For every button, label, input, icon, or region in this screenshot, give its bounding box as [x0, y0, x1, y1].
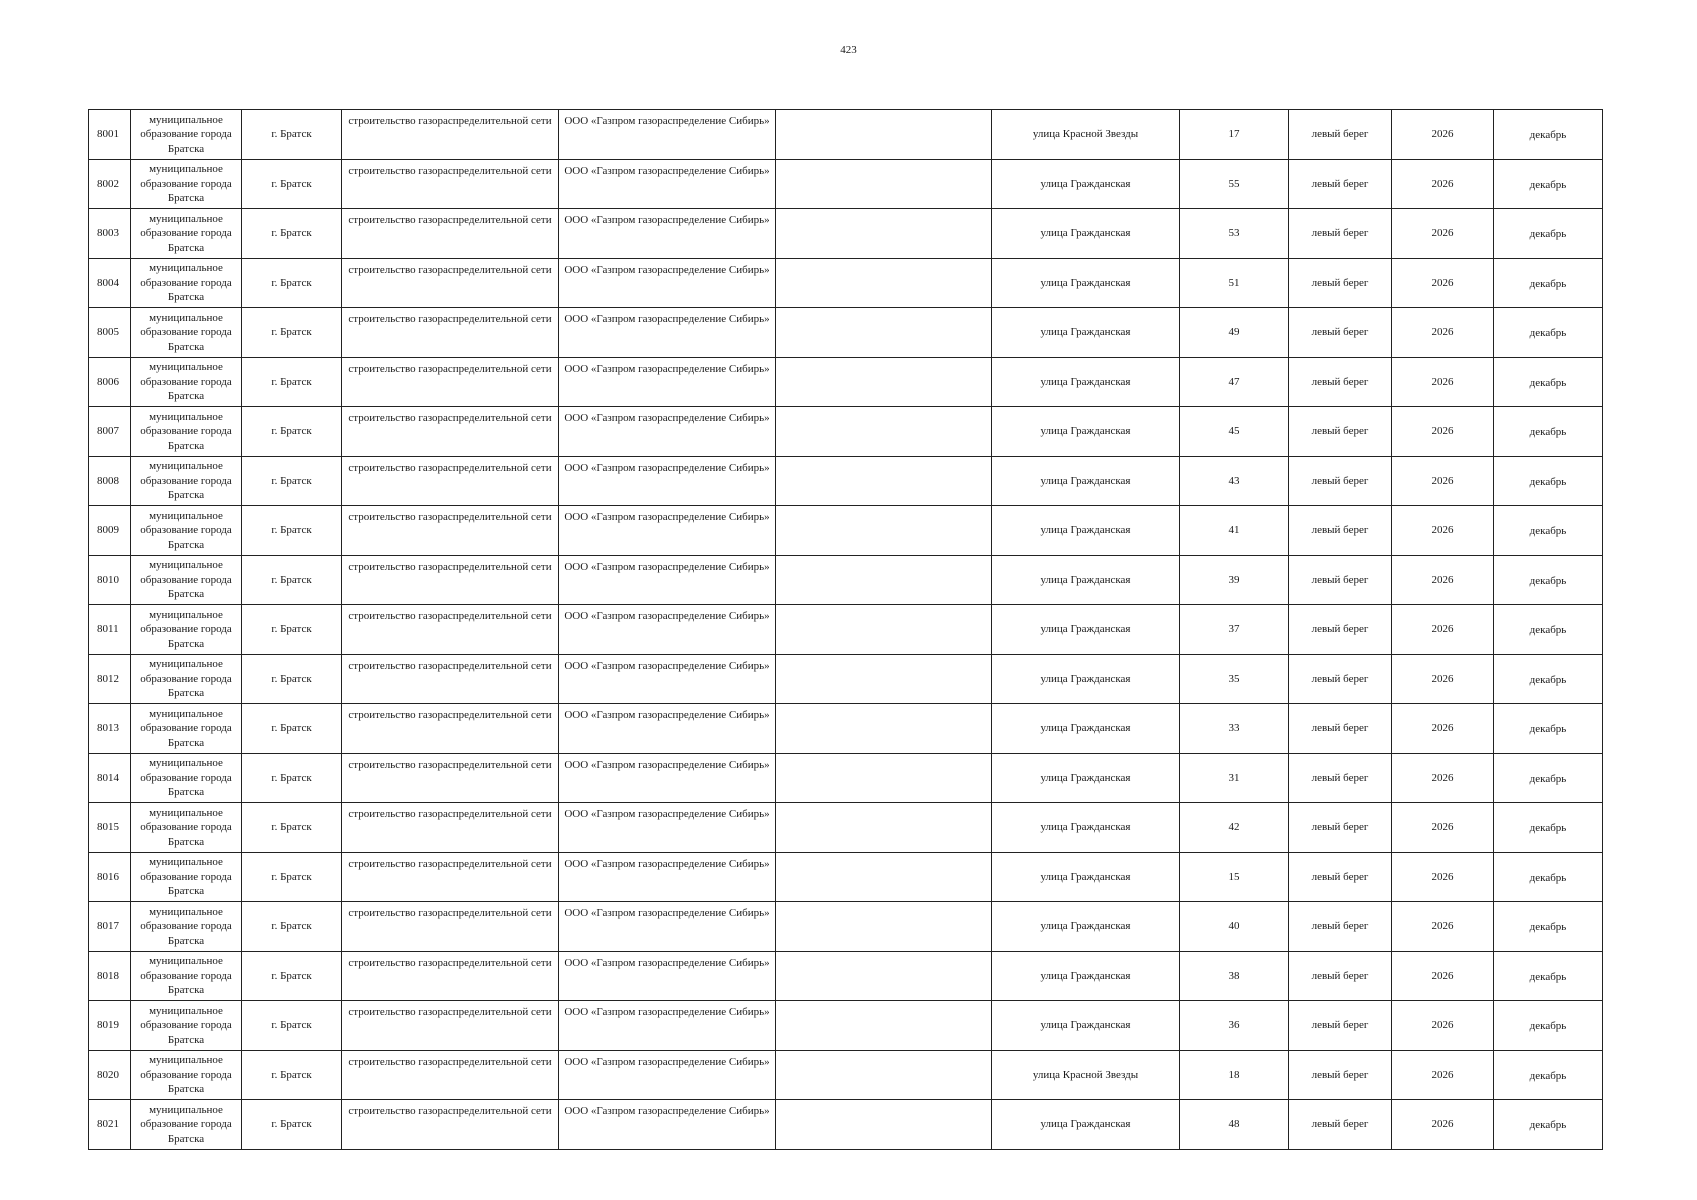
year-cell: 2026	[1392, 159, 1494, 209]
organization-cell: ООО «Газпром газораспределение Сибирь»	[559, 159, 776, 209]
organization-cell: ООО «Газпром газораспределение Сибирь»	[559, 654, 776, 704]
street-cell: улица Гражданская	[992, 456, 1180, 506]
month-cell: декабрь	[1494, 209, 1603, 259]
river-bank-cell: левый берег	[1289, 159, 1392, 209]
work-type-cell: строительство газораспределительной сети	[342, 308, 559, 358]
row-number-cell: 8008	[89, 456, 131, 506]
work-type-cell: строительство газораспределительной сети	[342, 209, 559, 259]
river-bank-cell: левый берег	[1289, 654, 1392, 704]
year-cell: 2026	[1392, 110, 1494, 160]
empty-cell	[776, 159, 992, 209]
organization-cell: ООО «Газпром газораспределение Сибирь»	[559, 1100, 776, 1150]
house-number-cell: 49	[1180, 308, 1289, 358]
street-cell: улица Гражданская	[992, 1001, 1180, 1051]
house-number-cell: 17	[1180, 110, 1289, 160]
empty-cell	[776, 654, 992, 704]
municipality-cell: муниципальное образование города Братска	[131, 803, 242, 853]
month-cell: декабрь	[1494, 704, 1603, 754]
month-cell: декабрь	[1494, 951, 1603, 1001]
year-cell: 2026	[1392, 506, 1494, 556]
municipality-cell: муниципальное образование города Братска	[131, 753, 242, 803]
work-type-cell: строительство газораспределительной сети	[342, 803, 559, 853]
row-number-cell: 8004	[89, 258, 131, 308]
settlement-cell: г. Братск	[242, 1050, 342, 1100]
year-cell: 2026	[1392, 1001, 1494, 1051]
work-type-cell: строительство газораспределительной сети	[342, 1100, 559, 1150]
municipality-cell: муниципальное образование города Братска	[131, 407, 242, 457]
month-cell: декабрь	[1494, 506, 1603, 556]
municipality-cell: муниципальное образование города Братска	[131, 456, 242, 506]
settlement-cell: г. Братск	[242, 308, 342, 358]
organization-cell: ООО «Газпром газораспределение Сибирь»	[559, 209, 776, 259]
month-cell: декабрь	[1494, 852, 1603, 902]
street-cell: улица Гражданская	[992, 357, 1180, 407]
empty-cell	[776, 1100, 992, 1150]
empty-cell	[776, 1001, 992, 1051]
municipality-cell: муниципальное образование города Братска	[131, 605, 242, 655]
work-type-cell: строительство газораспределительной сети	[342, 159, 559, 209]
settlement-cell: г. Братск	[242, 357, 342, 407]
work-type-cell: строительство газораспределительной сети	[342, 357, 559, 407]
empty-cell	[776, 407, 992, 457]
table-row	[89, 308, 1603, 358]
river-bank-cell: левый берег	[1289, 308, 1392, 358]
work-type-cell: строительство газораспределительной сети	[342, 1001, 559, 1051]
settlement-cell: г. Братск	[242, 407, 342, 457]
municipality-cell: муниципальное образование города Братска	[131, 902, 242, 952]
empty-cell	[776, 753, 992, 803]
row-number-cell: 8016	[89, 852, 131, 902]
municipality-cell: муниципальное образование города Братска	[131, 159, 242, 209]
house-number-cell: 51	[1180, 258, 1289, 308]
month-cell: декабрь	[1494, 753, 1603, 803]
street-cell: улица Гражданская	[992, 209, 1180, 259]
table-row	[89, 407, 1603, 457]
gasification-table	[88, 109, 1603, 1150]
year-cell: 2026	[1392, 555, 1494, 605]
work-type-cell: строительство газораспределительной сети	[342, 407, 559, 457]
organization-cell: ООО «Газпром газораспределение Сибирь»	[559, 357, 776, 407]
settlement-cell: г. Братск	[242, 456, 342, 506]
empty-cell	[776, 605, 992, 655]
street-cell: улица Красной Звезды	[992, 110, 1180, 160]
empty-cell	[776, 852, 992, 902]
municipality-cell: муниципальное образование города Братска	[131, 506, 242, 556]
month-cell: декабрь	[1494, 902, 1603, 952]
river-bank-cell: левый берег	[1289, 456, 1392, 506]
month-cell: декабрь	[1494, 605, 1603, 655]
empty-cell	[776, 902, 992, 952]
river-bank-cell: левый берег	[1289, 753, 1392, 803]
table-body	[89, 110, 1603, 1150]
row-number-cell: 8018	[89, 951, 131, 1001]
table-row	[89, 803, 1603, 853]
organization-cell: ООО «Газпром газораспределение Сибирь»	[559, 803, 776, 853]
empty-cell	[776, 803, 992, 853]
municipality-cell: муниципальное образование города Братска	[131, 654, 242, 704]
organization-cell: ООО «Газпром газораспределение Сибирь»	[559, 308, 776, 358]
work-type-cell: строительство газораспределительной сети	[342, 654, 559, 704]
month-cell: декабрь	[1494, 1050, 1603, 1100]
document-table-container	[88, 109, 1602, 1150]
table-row	[89, 159, 1603, 209]
organization-cell: ООО «Газпром газораспределение Сибирь»	[559, 258, 776, 308]
organization-cell: ООО «Газпром газораспределение Сибирь»	[559, 555, 776, 605]
table-row	[89, 902, 1603, 952]
year-cell: 2026	[1392, 605, 1494, 655]
street-cell: улица Гражданская	[992, 803, 1180, 853]
house-number-cell: 45	[1180, 407, 1289, 457]
table-row	[89, 1001, 1603, 1051]
table-row	[89, 258, 1603, 308]
river-bank-cell: левый берег	[1289, 605, 1392, 655]
month-cell: декабрь	[1494, 357, 1603, 407]
street-cell: улица Гражданская	[992, 852, 1180, 902]
river-bank-cell: левый берег	[1289, 555, 1392, 605]
month-cell: декабрь	[1494, 1001, 1603, 1051]
organization-cell: ООО «Газпром газораспределение Сибирь»	[559, 110, 776, 160]
municipality-cell: муниципальное образование города Братска	[131, 852, 242, 902]
row-number-cell: 8003	[89, 209, 131, 259]
river-bank-cell: левый берег	[1289, 1100, 1392, 1150]
row-number-cell: 8015	[89, 803, 131, 853]
year-cell: 2026	[1392, 308, 1494, 358]
row-number-cell: 8017	[89, 902, 131, 952]
house-number-cell: 33	[1180, 704, 1289, 754]
organization-cell: ООО «Газпром газораспределение Сибирь»	[559, 852, 776, 902]
row-number-cell: 8007	[89, 407, 131, 457]
empty-cell	[776, 704, 992, 754]
house-number-cell: 39	[1180, 555, 1289, 605]
river-bank-cell: левый берег	[1289, 704, 1392, 754]
empty-cell	[776, 555, 992, 605]
month-cell: декабрь	[1494, 555, 1603, 605]
table-row	[89, 357, 1603, 407]
year-cell: 2026	[1392, 258, 1494, 308]
municipality-cell: муниципальное образование города Братска	[131, 555, 242, 605]
settlement-cell: г. Братск	[242, 753, 342, 803]
year-cell: 2026	[1392, 803, 1494, 853]
table-row	[89, 1050, 1603, 1100]
municipality-cell: муниципальное образование города Братска	[131, 951, 242, 1001]
empty-cell	[776, 456, 992, 506]
settlement-cell: г. Братск	[242, 902, 342, 952]
year-cell: 2026	[1392, 753, 1494, 803]
year-cell: 2026	[1392, 357, 1494, 407]
settlement-cell: г. Братск	[242, 159, 342, 209]
year-cell: 2026	[1392, 1050, 1494, 1100]
river-bank-cell: левый берег	[1289, 209, 1392, 259]
year-cell: 2026	[1392, 902, 1494, 952]
settlement-cell: г. Братск	[242, 258, 342, 308]
organization-cell: ООО «Газпром газораспределение Сибирь»	[559, 456, 776, 506]
empty-cell	[776, 1050, 992, 1100]
street-cell: улица Гражданская	[992, 258, 1180, 308]
month-cell: декабрь	[1494, 456, 1603, 506]
river-bank-cell: левый берег	[1289, 951, 1392, 1001]
empty-cell	[776, 951, 992, 1001]
settlement-cell: г. Братск	[242, 605, 342, 655]
month-cell: декабрь	[1494, 258, 1603, 308]
house-number-cell: 38	[1180, 951, 1289, 1001]
table-row	[89, 654, 1603, 704]
street-cell: улица Гражданская	[992, 407, 1180, 457]
empty-cell	[776, 110, 992, 160]
river-bank-cell: левый берег	[1289, 803, 1392, 853]
river-bank-cell: левый берег	[1289, 902, 1392, 952]
house-number-cell: 55	[1180, 159, 1289, 209]
street-cell: улица Гражданская	[992, 1100, 1180, 1150]
month-cell: декабрь	[1494, 654, 1603, 704]
river-bank-cell: левый берег	[1289, 852, 1392, 902]
river-bank-cell: левый берег	[1289, 1050, 1392, 1100]
table-row	[89, 506, 1603, 556]
table-row	[89, 605, 1603, 655]
municipality-cell: муниципальное образование города Братска	[131, 258, 242, 308]
year-cell: 2026	[1392, 654, 1494, 704]
settlement-cell: г. Братск	[242, 506, 342, 556]
settlement-cell: г. Братск	[242, 1100, 342, 1150]
house-number-cell: 18	[1180, 1050, 1289, 1100]
house-number-cell: 47	[1180, 357, 1289, 407]
table-row	[89, 852, 1603, 902]
street-cell: улица Гражданская	[992, 902, 1180, 952]
table-row	[89, 704, 1603, 754]
table-row	[89, 1100, 1603, 1150]
house-number-cell: 31	[1180, 753, 1289, 803]
table-row	[89, 951, 1603, 1001]
row-number-cell: 8011	[89, 605, 131, 655]
house-number-cell: 43	[1180, 456, 1289, 506]
month-cell: декабрь	[1494, 803, 1603, 853]
settlement-cell: г. Братск	[242, 110, 342, 160]
work-type-cell: строительство газораспределительной сети	[342, 110, 559, 160]
municipality-cell: муниципальное образование города Братска	[131, 1001, 242, 1051]
street-cell: улица Гражданская	[992, 159, 1180, 209]
settlement-cell: г. Братск	[242, 1001, 342, 1051]
river-bank-cell: левый берег	[1289, 407, 1392, 457]
municipality-cell: муниципальное образование города Братска	[131, 209, 242, 259]
month-cell: декабрь	[1494, 110, 1603, 160]
year-cell: 2026	[1392, 209, 1494, 259]
house-number-cell: 35	[1180, 654, 1289, 704]
work-type-cell: строительство газораспределительной сети	[342, 753, 559, 803]
row-number-cell: 8009	[89, 506, 131, 556]
organization-cell: ООО «Газпром газораспределение Сибирь»	[559, 704, 776, 754]
work-type-cell: строительство газораспределительной сети	[342, 1050, 559, 1100]
organization-cell: ООО «Газпром газораспределение Сибирь»	[559, 407, 776, 457]
street-cell: улица Гражданская	[992, 308, 1180, 358]
municipality-cell: муниципальное образование города Братска	[131, 357, 242, 407]
month-cell: декабрь	[1494, 308, 1603, 358]
municipality-cell: муниципальное образование города Братска	[131, 1100, 242, 1150]
street-cell: улица Гражданская	[992, 555, 1180, 605]
year-cell: 2026	[1392, 407, 1494, 457]
row-number-cell: 8005	[89, 308, 131, 358]
organization-cell: ООО «Газпром газораспределение Сибирь»	[559, 1001, 776, 1051]
settlement-cell: г. Братск	[242, 704, 342, 754]
year-cell: 2026	[1392, 852, 1494, 902]
table-row	[89, 456, 1603, 506]
empty-cell	[776, 506, 992, 556]
organization-cell: ООО «Газпром газораспределение Сибирь»	[559, 506, 776, 556]
work-type-cell: строительство газораспределительной сети	[342, 258, 559, 308]
year-cell: 2026	[1392, 1100, 1494, 1150]
empty-cell	[776, 357, 992, 407]
river-bank-cell: левый берег	[1289, 110, 1392, 160]
row-number-cell: 8010	[89, 555, 131, 605]
settlement-cell: г. Братск	[242, 555, 342, 605]
table-row	[89, 209, 1603, 259]
year-cell: 2026	[1392, 704, 1494, 754]
organization-cell: ООО «Газпром газораспределение Сибирь»	[559, 605, 776, 655]
row-number-cell: 8020	[89, 1050, 131, 1100]
house-number-cell: 41	[1180, 506, 1289, 556]
settlement-cell: г. Братск	[242, 803, 342, 853]
month-cell: декабрь	[1494, 159, 1603, 209]
organization-cell: ООО «Газпром газораспределение Сибирь»	[559, 753, 776, 803]
house-number-cell: 42	[1180, 803, 1289, 853]
work-type-cell: строительство газораспределительной сети	[342, 902, 559, 952]
street-cell: улица Гражданская	[992, 654, 1180, 704]
river-bank-cell: левый берег	[1289, 258, 1392, 308]
river-bank-cell: левый берег	[1289, 1001, 1392, 1051]
street-cell: улица Гражданская	[992, 704, 1180, 754]
organization-cell: ООО «Газпром газораспределение Сибирь»	[559, 1050, 776, 1100]
row-number-cell: 8013	[89, 704, 131, 754]
house-number-cell: 48	[1180, 1100, 1289, 1150]
street-cell: улица Гражданская	[992, 753, 1180, 803]
street-cell: улица Гражданская	[992, 605, 1180, 655]
settlement-cell: г. Братск	[242, 951, 342, 1001]
row-number-cell: 8006	[89, 357, 131, 407]
street-cell: улица Гражданская	[992, 951, 1180, 1001]
house-number-cell: 15	[1180, 852, 1289, 902]
municipality-cell: муниципальное образование города Братска	[131, 704, 242, 754]
empty-cell	[776, 258, 992, 308]
year-cell: 2026	[1392, 951, 1494, 1001]
house-number-cell: 40	[1180, 902, 1289, 952]
year-cell: 2026	[1392, 456, 1494, 506]
street-cell: улица Гражданская	[992, 506, 1180, 556]
empty-cell	[776, 308, 992, 358]
street-cell: улица Красной Звезды	[992, 1050, 1180, 1100]
row-number-cell: 8014	[89, 753, 131, 803]
table-row	[89, 555, 1603, 605]
month-cell: декабрь	[1494, 407, 1603, 457]
municipality-cell: муниципальное образование города Братска	[131, 110, 242, 160]
work-type-cell: строительство газораспределительной сети	[342, 704, 559, 754]
row-number-cell: 8002	[89, 159, 131, 209]
house-number-cell: 37	[1180, 605, 1289, 655]
organization-cell: ООО «Газпром газораспределение Сибирь»	[559, 951, 776, 1001]
empty-cell	[776, 209, 992, 259]
work-type-cell: строительство газораспределительной сети	[342, 506, 559, 556]
river-bank-cell: левый берег	[1289, 506, 1392, 556]
settlement-cell: г. Братск	[242, 654, 342, 704]
work-type-cell: строительство газораспределительной сети	[342, 951, 559, 1001]
settlement-cell: г. Братск	[242, 852, 342, 902]
organization-cell: ООО «Газпром газораспределение Сибирь»	[559, 902, 776, 952]
municipality-cell: муниципальное образование города Братска	[131, 308, 242, 358]
row-number-cell: 8019	[89, 1001, 131, 1051]
work-type-cell: строительство газораспределительной сети	[342, 456, 559, 506]
house-number-cell: 36	[1180, 1001, 1289, 1051]
house-number-cell: 53	[1180, 209, 1289, 259]
work-type-cell: строительство газораспределительной сети	[342, 605, 559, 655]
table-row	[89, 110, 1603, 160]
row-number-cell: 8021	[89, 1100, 131, 1150]
river-bank-cell: левый берег	[1289, 357, 1392, 407]
work-type-cell: строительство газораспределительной сети	[342, 555, 559, 605]
municipality-cell: муниципальное образование города Братска	[131, 1050, 242, 1100]
settlement-cell: г. Братск	[242, 209, 342, 259]
month-cell: декабрь	[1494, 1100, 1603, 1150]
work-type-cell: строительство газораспределительной сети	[342, 852, 559, 902]
row-number-cell: 8001	[89, 110, 131, 160]
page-number: 423	[840, 44, 857, 56]
table-row	[89, 753, 1603, 803]
row-number-cell: 8012	[89, 654, 131, 704]
